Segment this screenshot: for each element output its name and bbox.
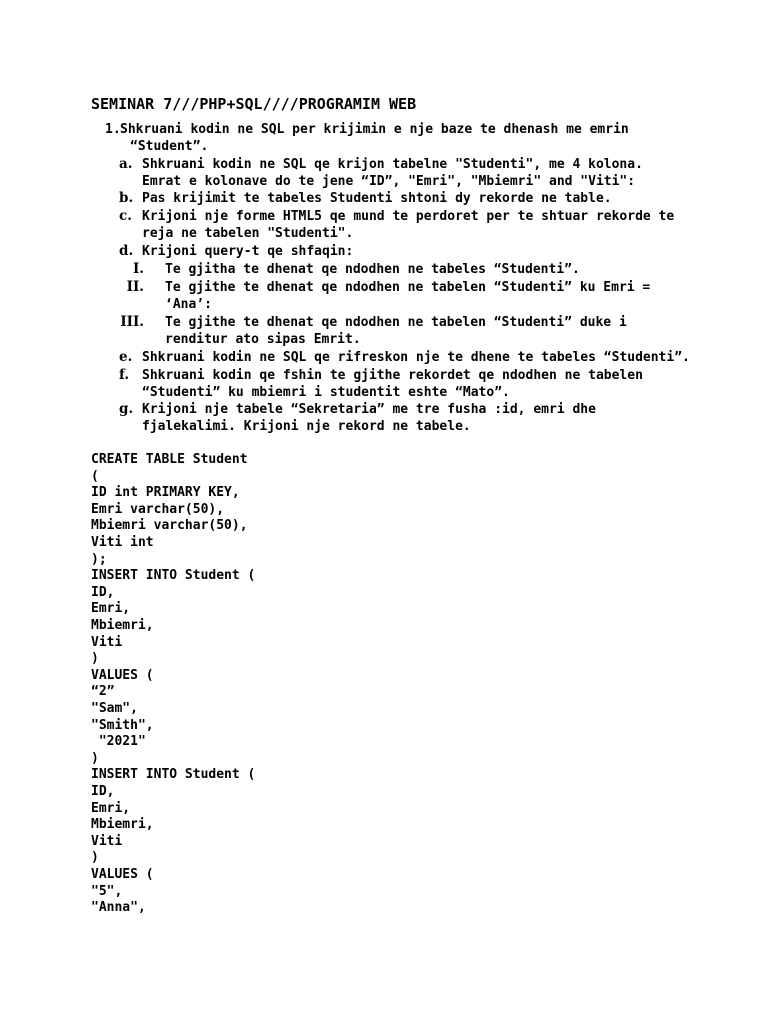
- code-line: Emri,: [91, 601, 131, 617]
- code-line: VALUES (: [91, 867, 154, 882]
- subtask-f-line: “Studenti” ku mbiemri i studentit eshte “Mato”.: [142, 385, 510, 400]
- task-number: 1.: [105, 122, 121, 137]
- subtask-c-line: reja ne tabelen "Studenti".: [142, 226, 354, 241]
- list-marker-a: a.: [119, 156, 133, 172]
- code-line: Viti int: [91, 535, 154, 550]
- code-line: CREATE TABLE Student: [91, 452, 248, 467]
- code-line: "2021": [91, 734, 146, 750]
- code-line: ): [91, 850, 99, 866]
- roman-item-line: Te gjitha te dhenat qe ndodhen ne tabeles “Studenti”.: [165, 262, 580, 277]
- roman-item-line: Te gjithe te dhenat qe ndodhen ne tabelen “Studenti” duke i: [165, 315, 627, 330]
- page-title: SEMINAR 7///PHP+SQL////PROGRAMIM WEB: [91, 95, 417, 113]
- subtask-a-line: Shkruani kodin ne SQL qe krijon tabelne "Studenti", me 4 kolona.: [142, 157, 643, 172]
- code-line: );: [91, 551, 107, 567]
- code-line: ID,: [91, 784, 115, 799]
- list-marker-e: e.: [119, 349, 133, 365]
- code-line: Mbiemri varchar(50),: [91, 518, 248, 534]
- code-line: Mbiemri,: [91, 618, 154, 633]
- code-line: “2”: [91, 684, 115, 700]
- code-line: VALUES (: [91, 667, 154, 683]
- subtask-a-line: Emrat e kolonave do te jene “ID”, "Emri", "Mbiemri" and "Viti":: [142, 174, 636, 189]
- code-line: Emri,: [91, 800, 131, 816]
- code-line: "Smith",: [91, 717, 154, 733]
- subtask-d-line: Krijoni query-t qe shfaqin:: [142, 244, 354, 259]
- code-line: Mbiemri,: [91, 817, 154, 833]
- code-line: "Sam",: [91, 701, 138, 716]
- code-line: (: [91, 468, 99, 484]
- list-marker-roman-1: I.: [132, 261, 144, 277]
- code-line: ID,: [91, 584, 115, 600]
- code-line: ): [91, 651, 99, 667]
- roman-item-line: renditur ato sipas Emrit.: [165, 332, 361, 347]
- code-line: ID int PRIMARY KEY,: [91, 485, 240, 501]
- roman-item-line: ‘Ana’:: [165, 297, 212, 312]
- list-marker-roman-2: II.: [126, 279, 144, 295]
- code-line: "Anna",: [91, 900, 146, 916]
- list-marker-c: c.: [119, 208, 132, 224]
- task-text-line: “Student”.: [130, 139, 209, 154]
- list-marker-f: f.: [119, 367, 130, 383]
- code-line: Emri varchar(50),: [91, 501, 225, 517]
- list-marker-g: g.: [119, 401, 134, 417]
- subtask-g-line: Krijoni nje tabele “Sekretaria” me tre fusha :id, emri dhe: [142, 402, 596, 417]
- list-marker-d: d.: [119, 243, 134, 259]
- code-line: INSERT INTO Student (: [91, 767, 256, 783]
- subtask-c-line: Krijoni nje forme HTML5 qe mund te perdoret per te shtuar rekorde te: [142, 209, 675, 224]
- list-marker-roman-3: III.: [120, 314, 144, 330]
- list-marker-b: b.: [119, 190, 134, 206]
- subtask-g-line: fjalekalimi. Krijoni nje rekord ne tabele.: [142, 419, 471, 434]
- subtask-b-line: Pas krijimit te tabeles Studenti shtoni dy rekorde ne table.: [142, 191, 612, 206]
- code-line: INSERT INTO Student (: [91, 568, 256, 584]
- code-line: ): [91, 750, 99, 766]
- code-line: Viti: [91, 833, 123, 849]
- code-line: "5",: [91, 883, 123, 899]
- subtask-e-line: Shkruani kodin ne SQL qe rifreskon nje te dhene te tabeles “Studenti”.: [142, 350, 690, 365]
- task-text-line: Shkruani kodin ne SQL per krijimin e nje baze te dhenash me emrin: [120, 122, 629, 137]
- code-line: Viti: [91, 634, 123, 650]
- subtask-f-line: Shkruani kodin qe fshin te gjithe rekordet qe ndodhen ne tabelen: [142, 368, 643, 383]
- roman-item-line: Te gjithe te dhenat qe ndodhen ne tabelen “Studenti” ku Emri =: [165, 280, 651, 295]
